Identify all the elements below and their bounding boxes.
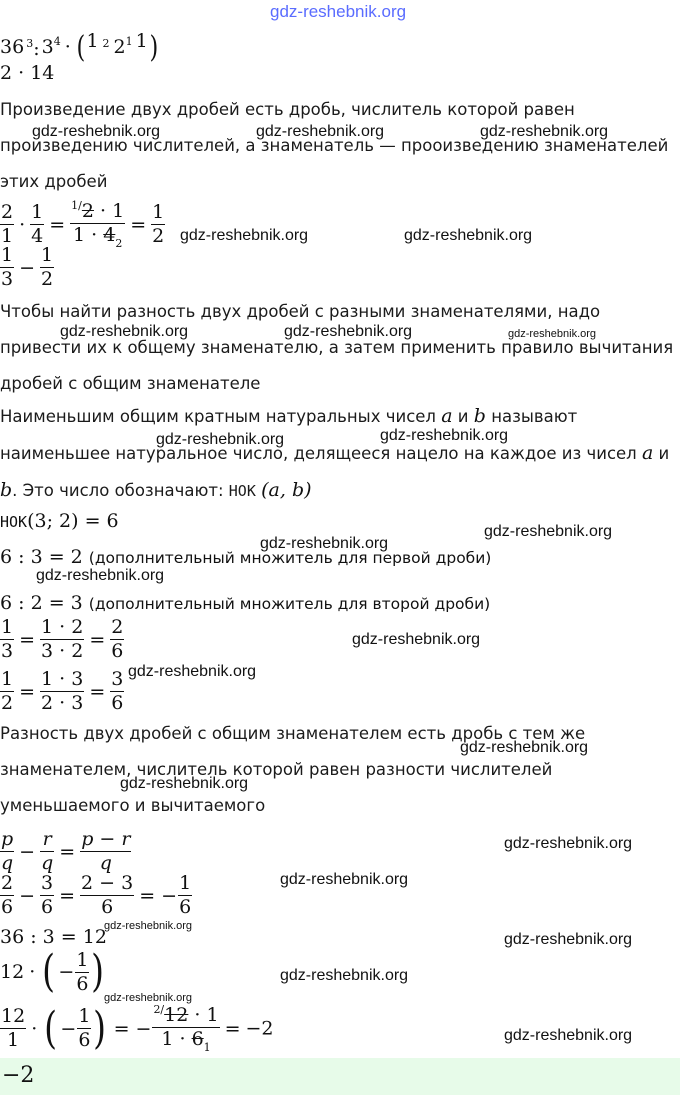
watermark[interactable]: gdz-reshebnik.org (460, 739, 589, 756)
conversion-second: $\frac{1}{2}$ = $\frac{1 \cdot 3}{2 \cdot 3}$ = $\frac{3}{6}$ (1, 668, 124, 714)
product-expression: 12 · ( − $\frac{1}{6}$ ) (0, 946, 105, 997)
final-expression: $\frac{12}{1}$ · ( − $\frac{1}{6}$ ) = − $\frac{^{2/}12 \cdot 1}{1 \cdot 6_1}$ = −2 (1, 1002, 274, 1054)
header-line2: 2 · 14 (0, 62, 55, 84)
watermark[interactable]: gdz-reshebnik.org (404, 227, 533, 244)
watermark[interactable]: gdz-reshebnik.org (104, 992, 193, 1004)
watermark[interactable]: gdz-reshebnik.org (36, 567, 165, 584)
watermark[interactable]: gdz-reshebnik.org (256, 123, 385, 140)
watermark[interactable]: gdz-reshebnik.org (504, 835, 633, 852)
watermark[interactable]: gdz-reshebnik.org (128, 663, 257, 680)
watermark[interactable]: gdz-reshebnik.org (508, 328, 597, 340)
subtraction-expression: $\frac{2}{6}$ − $\frac{3}{6}$ = $\frac{2 - 3}{6}$ = − $\frac{1}{6}$ (1, 872, 192, 918)
watermark[interactable]: gdz-reshebnik.org (104, 920, 193, 932)
difference-expression: $\frac{1}{3}$ − $\frac{1}{2}$ (1, 244, 54, 290)
watermark[interactable]: gdz-reshebnik.org (380, 427, 509, 444)
answer-box (0, 1058, 680, 1095)
watermark[interactable]: gdz-reshebnik.org (284, 323, 413, 340)
watermark[interactable]: gdz-reshebnik.org (260, 535, 389, 552)
watermark[interactable]: gdz-reshebnik.org (504, 1027, 633, 1044)
division-first: 6 : 3 = 2 (дополнительный множитель для первой дроби) (0, 546, 492, 568)
nok-value: НОК(3; 2) = 6 (0, 510, 119, 532)
difference-rule-text: Чтобы найти разность двух дробей с разными знаменателями, надо привести их к общему знаменателю, а затем применить правило вычитания дробей с общим знаменателе (0, 302, 674, 393)
watermark[interactable]: gdz-reshebnik.org (120, 775, 249, 792)
subtraction-rule-text: Разность двух дробей с общим знаменателем есть дробь с тем же знаменателем, числитель которой равен разности числителей уменьшаемого и вычитаемого (0, 724, 586, 815)
watermark[interactable]: gdz-reshebnik.org (60, 323, 189, 340)
watermark[interactable]: gdz-reshebnik.org (280, 871, 409, 888)
lcm-rule-text: Наименьшим общим кратным натуральных чисел a и b называют наименьшее натуральное число, делящееся нацело на каждое из чисел a и b. Это число обозначают: НОК (a, b) (0, 405, 670, 501)
answer-value: −2 (2, 1063, 35, 1088)
watermark[interactable]: gdz-reshebnik.org (484, 523, 613, 540)
division-second: 6 : 2 = 3 (дополнительный множитель для второй дроби) (0, 592, 491, 614)
product-rule-text: Произведение двух дробей есть дробь, числитель которой равен произведению числителей, а знаменатель — прооизведению знаменателей этих дробей (0, 100, 669, 191)
watermark[interactable]: gdz-reshebnik.org (180, 227, 309, 244)
watermark[interactable]: gdz-reshebnik.org (156, 431, 285, 448)
division-third: 36 : 3 = 12 (0, 926, 107, 948)
watermark[interactable]: gdz-reshebnik.org (504, 931, 633, 948)
general-formula: $\frac{p}{q}$ − $\frac{r}{q}$ = $\frac{p - r}{q}$ (1, 828, 131, 874)
watermark[interactable]: gdz-reshebnik.org (352, 631, 481, 648)
watermark[interactable]: gdz-reshebnik.org (280, 967, 409, 984)
header-expression: 36 $^3$: $3^4 \cdot (1$ $^2$ $2^1$ 1) (0, 30, 158, 65)
watermark[interactable]: gdz-reshebnik.org (32, 123, 161, 140)
watermark[interactable]: gdz-reshebnik.org (480, 123, 609, 140)
multiplication-expression: $\frac{2}{1}$ · $\frac{1}{4}$ = $\frac{^{1/}2 \cdot 1}{1 \cdot 4_2}$ = $\frac{1}{2}$ (1, 199, 165, 250)
watermark-top[interactable]: gdz-reshebnik.org (270, 2, 407, 21)
conversion-first: $\frac{1}{3}$ = $\frac{1 \cdot 2}{3 \cdot 2}$ = $\frac{2}{6}$ (1, 616, 124, 662)
